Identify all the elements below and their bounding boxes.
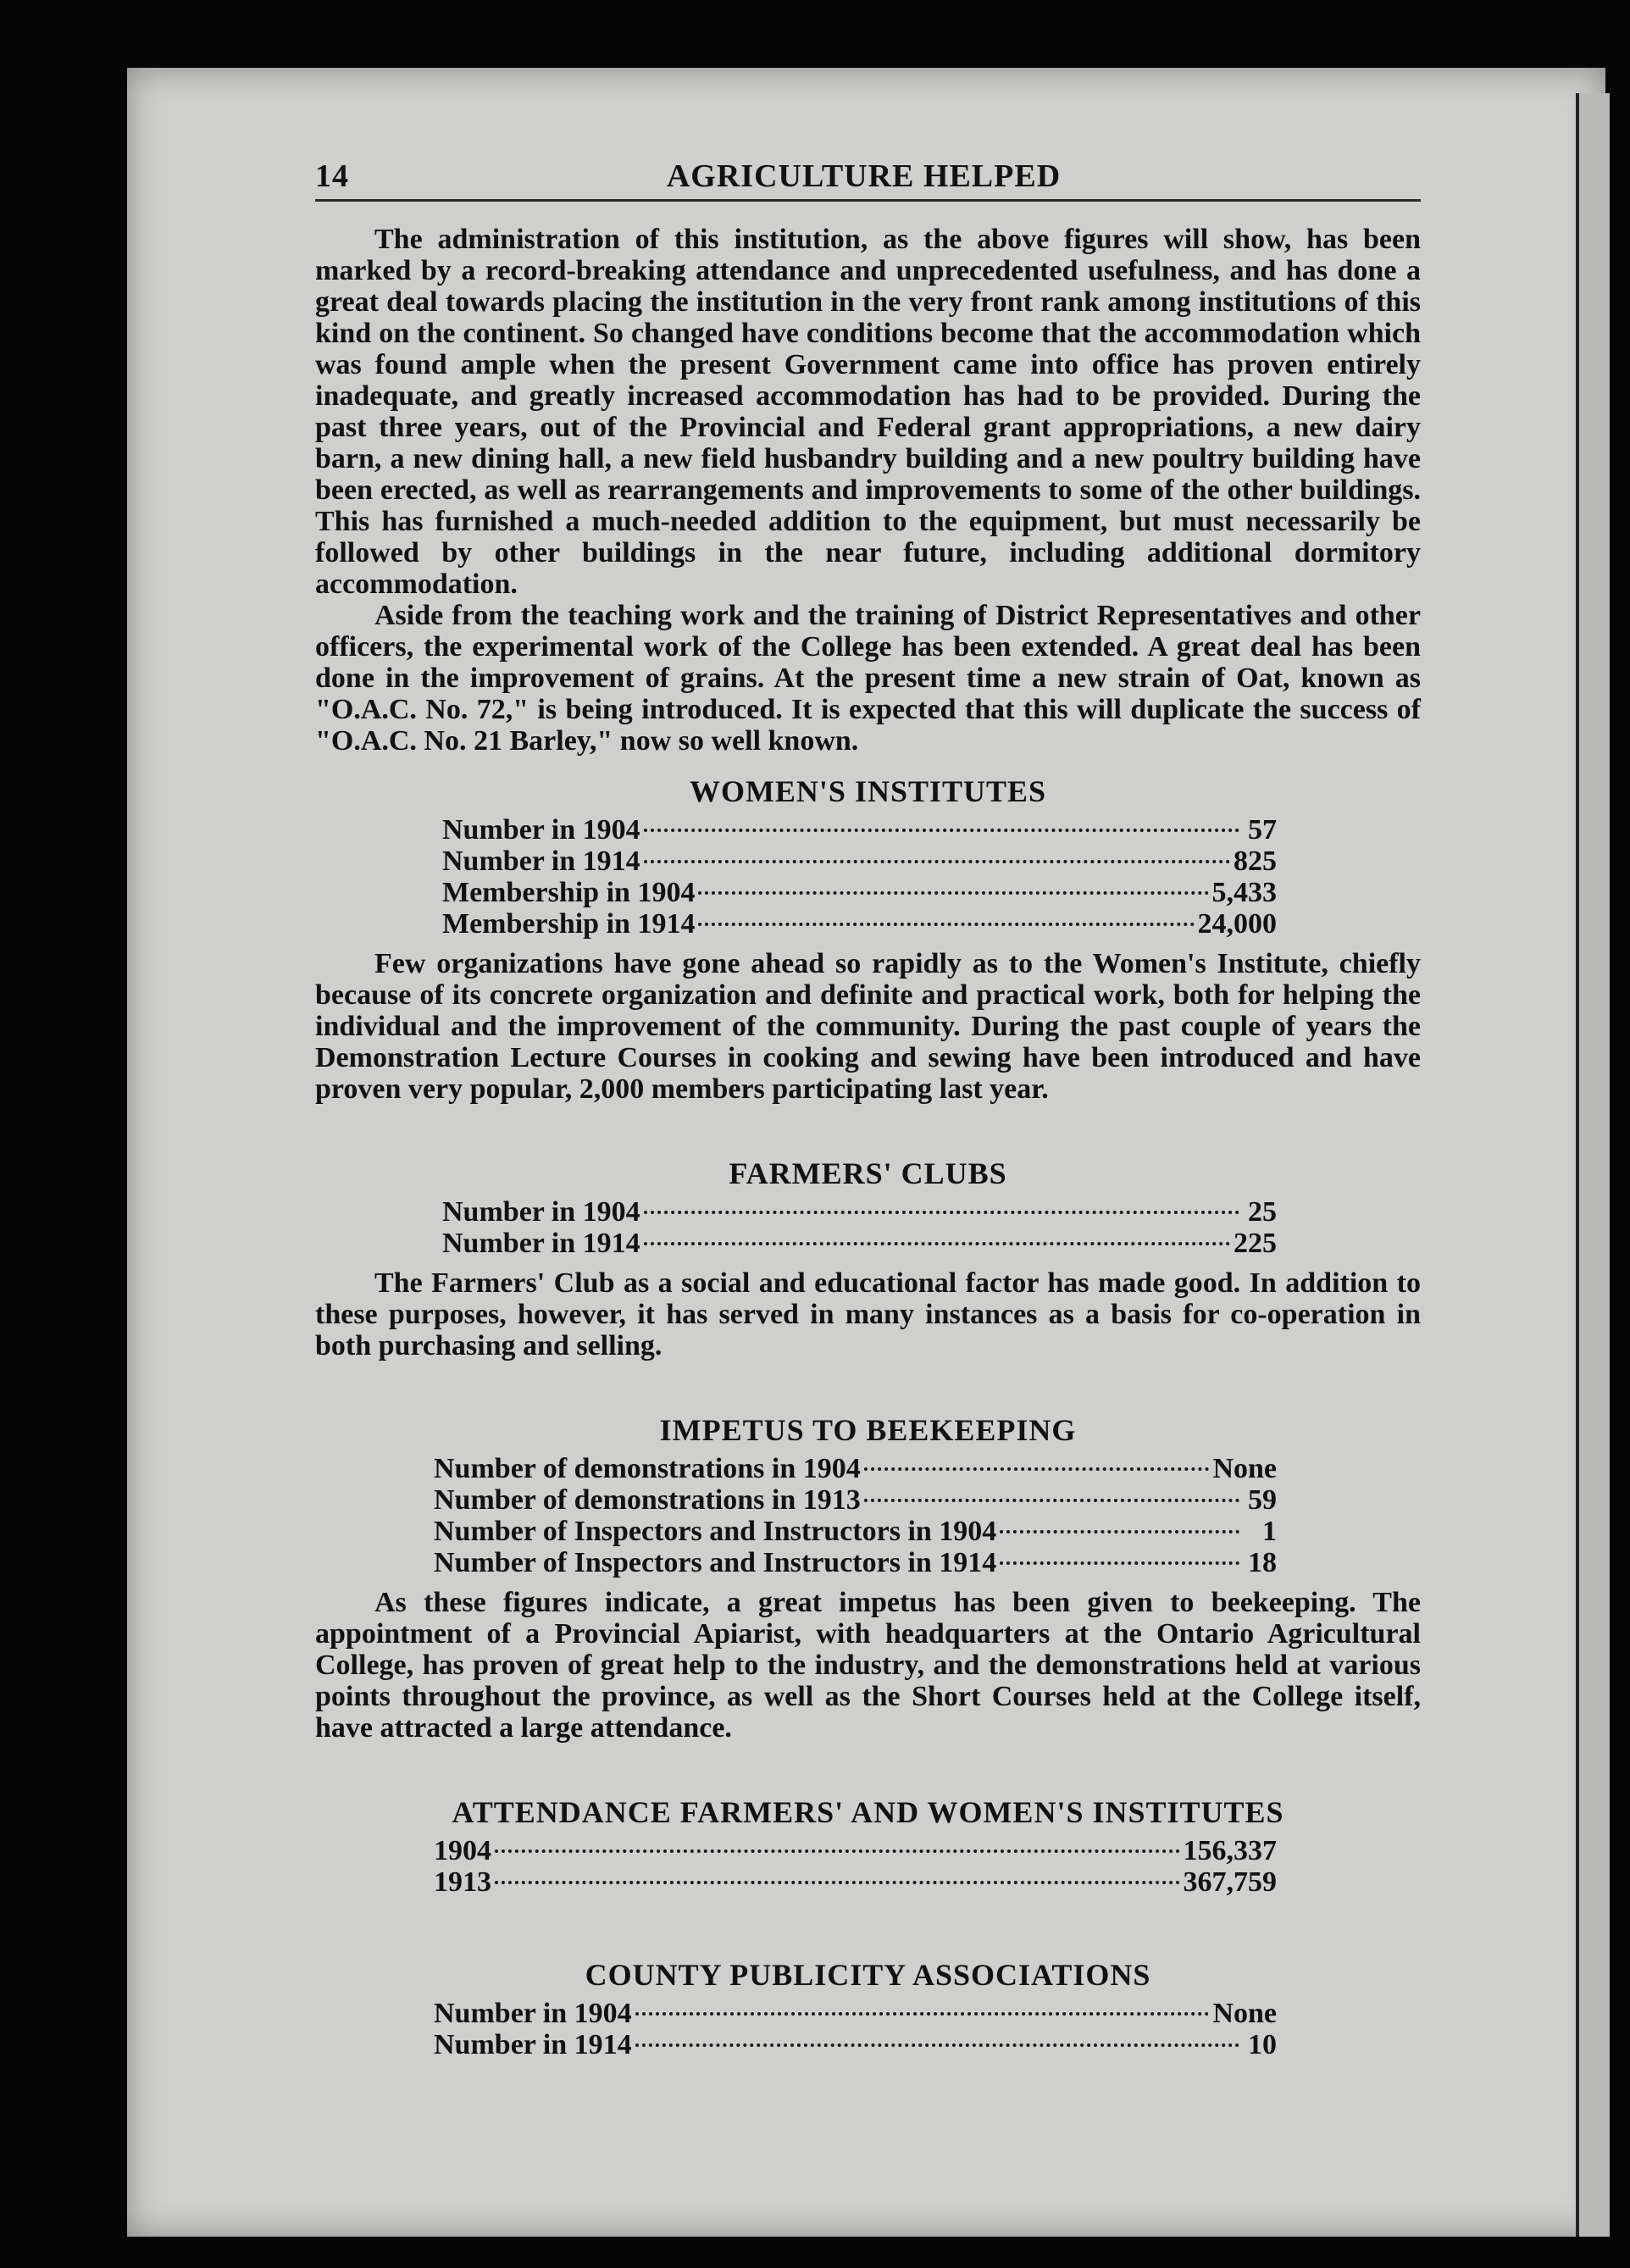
stat-value: None: [1212, 1453, 1277, 1484]
stat-row: [442, 846, 1277, 877]
page-text-block: [315, 158, 1421, 2069]
stat-label: Number in 1914: [442, 846, 640, 877]
farmers-clubs-paragraph: The Farmers' Club as a social and educational factor has made good. In addition to these purposes, however, it has served in many instances as a basis for co-operation in both purchasing and selling.: [315, 1267, 1421, 1361]
stat-label: Number in 1904: [442, 1196, 640, 1228]
attendance-heading: ATTENDANCE FARMERS' AND WOMEN'S INSTITUTES: [452, 1795, 1284, 1829]
stat-value: 59: [1248, 1484, 1277, 1516]
stat-row: [442, 1228, 1277, 1259]
stat-label: Number of Inspectors and Instructors in 1904: [434, 1516, 997, 1547]
stat-row: [434, 1866, 1277, 1898]
stat-value: 825: [1234, 846, 1277, 877]
dot-leader: [644, 1242, 1230, 1245]
stat-label: Number of Inspectors and Instructors in 1914: [434, 1547, 997, 1578]
stat-row: [434, 1453, 1277, 1484]
stat-label: Membership in 1904: [442, 877, 696, 908]
stat-value: 10: [1248, 2029, 1277, 2060]
womens-institutes-paragraph: Few organizations have gone ahead so rapidly as to the Women's Institute, chiefly because of its concrete organization and definite and practical work, both for helping the individual and the improvement of the community. During the past couple of years the Demonstration Lecture Courses in cooking and sewing have been introduced and have proven very popular, 2,000 members participating last year.: [315, 948, 1421, 1105]
farmers-clubs-stats: [315, 1196, 1421, 1259]
farmers-clubs-heading: FARMERS' CLUBS: [729, 1156, 1007, 1190]
dot-leader: [635, 2012, 1210, 2016]
stat-label: Number in 1914: [434, 2029, 632, 2060]
stat-value: 25: [1248, 1196, 1277, 1228]
stat-value: 367,759: [1183, 1866, 1277, 1898]
section-spacer: [315, 1361, 1421, 1390]
section-spacer: [315, 1744, 1421, 1772]
dot-leader: [495, 1881, 1180, 1884]
dot-leader: [495, 1849, 1180, 1853]
county-publicity-stats: [315, 1998, 1421, 2060]
page-number: 14: [315, 158, 349, 194]
stat-value: 5,433: [1211, 877, 1277, 908]
stat-value: 225: [1234, 1228, 1277, 1259]
intro-paragraph-1: The administration of this institution, as the above figures will show, has been marked by a record-breaking attendance and unprecedented usefulness, and has done a great deal towards placing the institution in the very front rank among institutions of this kind on the continent. So changed have conditions become that the accommodation which was found ample when the present Government came into office has proven entirely inadequate, and greatly increased accommodation has had to be provided. During the past three years, out of the Provincial and Federal grant appropriations, a new dairy barn, a new dining hall, a new field husbandry building and a new poultry building have been erected, as well as rearrangements and improvements to some of the other buildings. This has furnished a much-needed addition to the equipment, but must necessarily be followed by other buildings in the near future, including additional dormitory accommodation.: [315, 224, 1421, 600]
intro-paragraph-2: Aside from the teaching work and the training of District Representatives and other officers, the experimental work of the College has been extended. A great deal has been done in the improvement of grains. At the present time a new strain of Oat, known as "O.A.C. No. 72," is being introduced. It is expected that this will duplicate the success of "O.A.C. No. 21 Barley," now so well known.: [315, 600, 1421, 757]
beekeeping-heading: IMPETUS TO BEEKEEPING: [659, 1413, 1077, 1447]
dot-leader: [644, 1211, 1239, 1214]
stat-label: Membership in 1914: [442, 908, 696, 940]
attendance-stats: [315, 1835, 1421, 1898]
stat-row: [434, 1998, 1277, 2029]
stat-row: [434, 2029, 1277, 2060]
dot-leader: [644, 860, 1230, 863]
dot-leader: [1000, 1561, 1239, 1565]
womens-institutes-stats: [315, 814, 1421, 940]
stat-value: 57: [1248, 814, 1277, 846]
section-spacer: [315, 1105, 1421, 1134]
stat-value: 1: [1262, 1516, 1277, 1547]
dot-leader: [644, 829, 1239, 832]
running-title: AGRICULTURE HELPED: [666, 158, 1062, 194]
dot-leader: [698, 891, 1208, 895]
dot-leader: [698, 923, 1194, 926]
dot-leader: [635, 2043, 1239, 2047]
dot-leader: [1000, 1530, 1239, 1533]
adjacent-page-edge: [1576, 93, 1610, 2237]
stat-label: 1913: [434, 1866, 491, 1898]
section-spacer: [315, 1906, 1421, 1935]
stat-value: 18: [1248, 1547, 1277, 1578]
beekeeping-paragraph: As these figures indicate, a great impetus has been given to beekeeping. The appointment of a Provincial Apiarist, with headquarters at the Ontario Agricultural College, has proven of great help to the industry, and the demonstrations held at various points throughout the province, as well as the Short Courses held at the College itself, have attracted a large attendance.: [315, 1587, 1421, 1744]
county-publicity-heading: COUNTY PUBLICITY ASSOCIATIONS: [585, 1958, 1151, 1992]
stat-value: 24,000: [1197, 908, 1277, 940]
stat-value: 156,337: [1183, 1835, 1277, 1866]
stat-row: [442, 877, 1277, 908]
dot-leader: [864, 1499, 1239, 1502]
stat-row: [434, 1547, 1277, 1578]
stat-label: Number in 1904: [434, 1998, 632, 2029]
stat-label: Number of demonstrations in 1904: [434, 1453, 861, 1484]
stat-row: [442, 1196, 1277, 1228]
stat-row: [442, 908, 1277, 940]
stat-row: [434, 1516, 1277, 1547]
stat-row: [434, 1484, 1277, 1516]
stat-label: Number in 1914: [442, 1228, 640, 1259]
dot-leader: [864, 1467, 1210, 1471]
stat-row: [434, 1835, 1277, 1866]
stat-label: 1904: [434, 1835, 491, 1866]
stat-label: Number in 1904: [442, 814, 640, 846]
beekeeping-stats: [315, 1453, 1421, 1578]
running-head: [315, 158, 1421, 202]
stat-row: [442, 814, 1277, 846]
womens-institutes-heading: WOMEN'S INSTITUTES: [689, 774, 1047, 808]
stat-value: None: [1212, 1998, 1277, 2029]
stat-label: Number of demonstrations in 1913: [434, 1484, 861, 1516]
